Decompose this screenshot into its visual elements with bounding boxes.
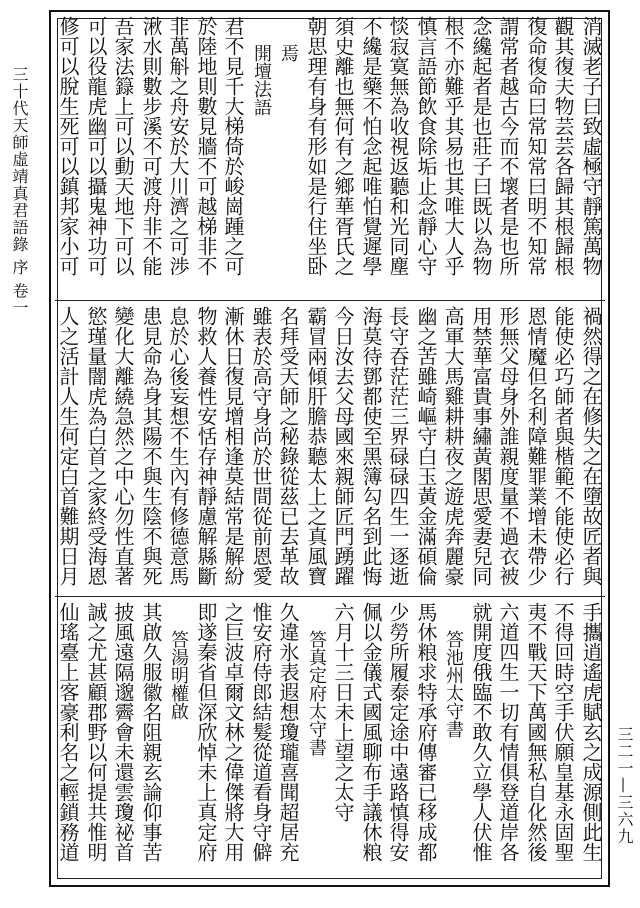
text-column: 不得回時空手伏願皇基永固聖 — [551, 602, 575, 862]
text-column: 答真定府太守書 — [306, 630, 327, 756]
text-band-bottom — [56, 602, 603, 880]
text-column: 物救人養性安恬存神靜慮解縣斷 — [194, 306, 218, 586]
text-column: 慾瑾量闇虎為白首之家終受海恩 — [84, 306, 108, 586]
text-column: 恩情魔但名利障難罪業增未帶少 — [524, 306, 548, 586]
text-column: 形無父母身外誰親度量不過衣被 — [496, 306, 520, 586]
text-column: 六道四生一切有情俱登道岸各 — [496, 602, 520, 862]
text-column: 禍然得之在修失之在墮故匠者與 — [579, 306, 603, 586]
text-column: 長守吞茫茫三界碌碌四生一逐逝 — [386, 306, 410, 586]
text-column: 名拜受天師之秘錄從茲已去革故 — [276, 306, 300, 586]
text-column: 少勞所履泰定途中遠路慎得安 — [386, 602, 410, 862]
text-column: 霸冒兩傾肝膽恭聽太上之真風寶 — [304, 306, 328, 586]
text-column: 消滅老子曰致虛極守靜篤萬物 — [579, 16, 603, 276]
text-column: 其啟久服徽名阻親玄論仰事苦 — [139, 602, 163, 862]
text-column: 就開度俄臨不敢久立學人伏惟 — [469, 602, 493, 862]
text-column: 之巨波卓爾文林之偉傑將大用 — [221, 602, 245, 862]
text-column: 謂常者越古今而不壞者是也所 — [496, 16, 520, 276]
text-column: 湫水則數步溪不可渡舟非不能 — [139, 16, 163, 276]
text-column: 今日汝去父母國來親師匠門踴躍 — [331, 306, 355, 586]
text-column: 患見命為身其陽不與生陰不與死 — [139, 306, 163, 586]
text-column: 手攜逍遙虎賦玄之成源側此生 — [579, 602, 603, 862]
text-column: 可以役龍虎幽可以攝鬼神功可 — [84, 16, 108, 276]
text-column: 須史離也無何有之鄉華胥氏之 — [331, 16, 355, 276]
text-column: 即遂秦省但深欣悼未上真定府 — [194, 602, 218, 862]
text-column: 於陸地則數見牆不可越梯非不 — [194, 16, 218, 276]
text-column: 仙瑤臺上客豪利名之輕鎖務道 — [56, 602, 80, 862]
margin-page-number: 三二一—三六九 — [615, 726, 634, 845]
text-column: 君不見千大梯倚於峻崗踵之可 — [221, 16, 245, 276]
text-column: 觀其復夫物芸芸各歸其根歸根 — [551, 16, 575, 276]
text-column: 開壇法語 — [251, 44, 272, 116]
text-column: 答湯明權啟 — [168, 630, 189, 720]
band-divider — [55, 300, 605, 301]
text-column: 雖表於高守身尚於世間從前恩愛 — [249, 306, 273, 586]
text-column: 久違氷表遐想瓊瓏喜聞超居充 — [276, 602, 300, 862]
text-column: 不纔是藥不怕念起唯怕覺遲學 — [359, 16, 383, 276]
text-column: 復命復命曰常知常曰明不知常 — [524, 16, 548, 276]
text-column: 馬休粮求特承府傳審已移成都 — [414, 602, 438, 862]
text-column: 答池州太守書 — [443, 630, 464, 738]
text-column: 根不亦難乎其易也其唯大人乎 — [441, 16, 465, 276]
text-column: 漸休日復見增相逢莫結常是解紛 — [221, 306, 245, 586]
text-column: 惟安府侍郎結髮從道看身守僻 — [249, 602, 273, 862]
text-column: 念纔起者是也莊子曰既以為物 — [469, 16, 493, 276]
text-band-top — [56, 16, 603, 294]
band-divider — [55, 596, 605, 597]
text-column: 焉 — [278, 44, 299, 62]
text-column: 人之活計人生何定白首難期日月 — [56, 306, 80, 586]
text-column: 能使必巧師者與楷範不能使必行 — [551, 306, 575, 586]
text-column: 幽之苦雖崎嶇守白玉黃金滿碩倫 — [414, 306, 438, 586]
text-column: 披風遠隔邈霽會未還雲瓊祕首 — [111, 602, 135, 862]
text-band-middle — [56, 306, 603, 590]
text-column: 惔寂寞無為收視返聽和光同塵 — [386, 16, 410, 276]
text-column: 朝思理有身有形如是行住坐卧 — [304, 16, 328, 276]
text-column: 佩以金儀式國風聊布手議休粮 — [359, 602, 383, 862]
text-column: 高軍大馬雞耕耕夜之遊虎奔麗豪 — [441, 306, 465, 586]
text-column: 誠之尤甚顧郡野以何提共惟明 — [84, 602, 108, 862]
text-column: 修可以脫生死可以鎮邦家小可 — [56, 16, 80, 276]
text-column: 六月十三日未上望之太守 — [331, 602, 355, 822]
text-column: 用禁華富貴事繡黃閣思愛妻兒同 — [469, 306, 493, 586]
text-column: 變化大離繞急然之中心勿性直著 — [111, 306, 135, 586]
text-column: 吾家法籙上可以動天地下可以 — [111, 16, 135, 276]
text-column: 息於心後妄想不生內有修德意馬 — [166, 306, 190, 586]
text-column: 慎言語節飲食除垢止念靜心守 — [414, 16, 438, 276]
text-column: 非萬斛之舟安於大川濟之可渉 — [166, 16, 190, 276]
margin-title: 三十代天師虛靖真君語錄 序 卷一 — [10, 66, 29, 317]
text-column: 夷不戰天下萬國無私自化然後 — [524, 602, 548, 862]
text-column: 海莫待鄧都使至黑簿勾名到此悔 — [359, 306, 383, 586]
